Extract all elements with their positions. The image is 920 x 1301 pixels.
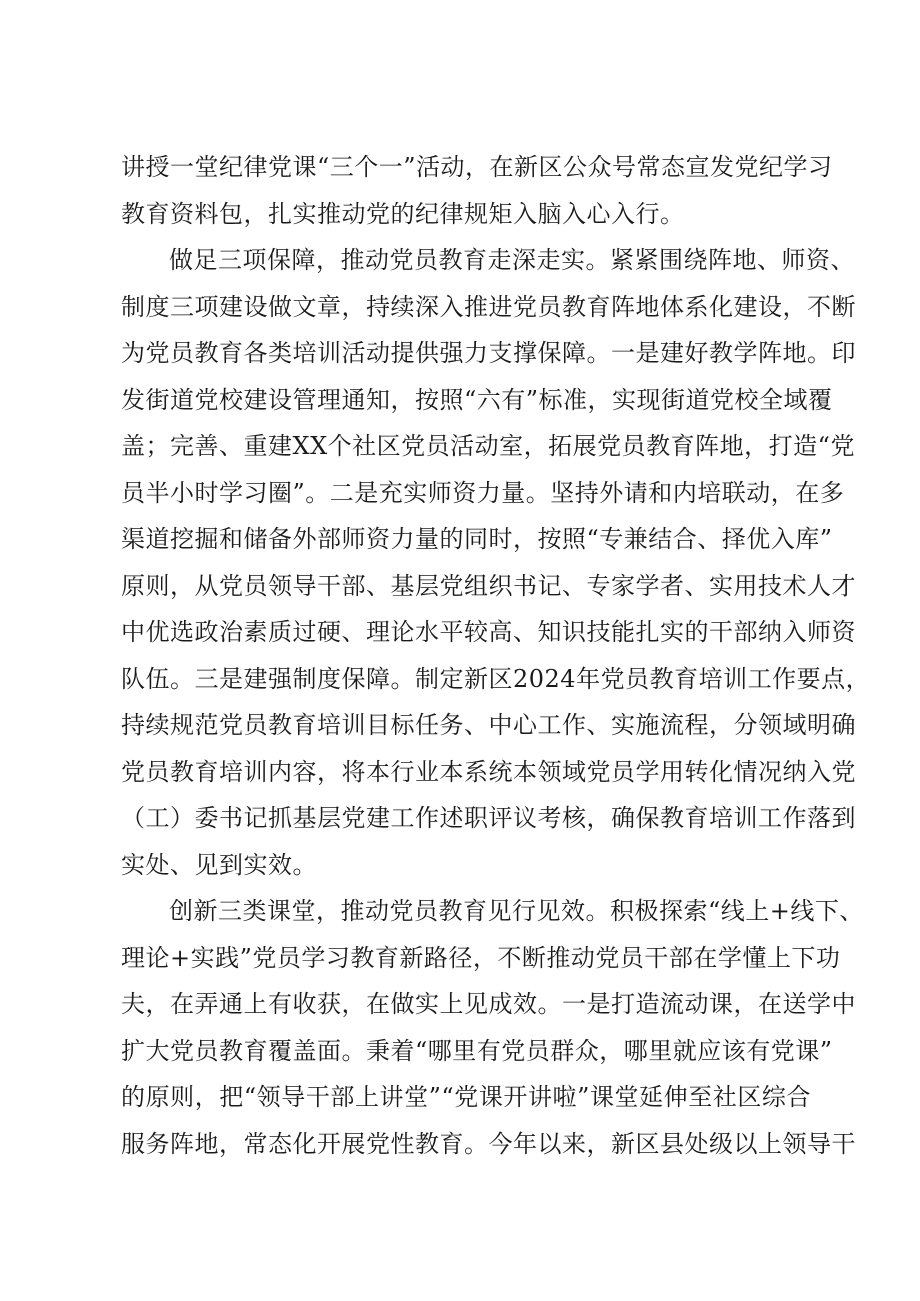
text-line: 教育资料包，扎实推动党的纪律规矩入脑入心入行。 <box>121 199 685 228</box>
text-line: 服务阵地，常态化开展党性教育。今年以来，新区县处级以上领导干 <box>121 1129 856 1158</box>
text-line: 渠道挖掘和储备外部师资力量的同时，按照“专兼结合、择优入库” <box>121 525 833 553</box>
paragraph <box>121 237 871 888</box>
text-line: （工）委书记抓基层党建工作述职评议考核，确保教育培训工作落到 <box>121 804 856 832</box>
text-line: 原则，从党员领导干部、基层党组织书记、专家学者、实用技术人才 <box>121 571 856 600</box>
text-line: 队伍。三是建强制度保障。制定新区2024年党员教育培训工作要点， <box>121 664 871 693</box>
text-line: 为党员教育各类培训活动提供强力支撑保障。一是建好教学阵地。印 <box>121 339 856 367</box>
text-line: 盖；完善、重建XX个社区党员活动室，拓展党员教育阵地，打造“党 <box>121 432 855 460</box>
paragraph <box>121 888 864 1167</box>
text-line: 创新三类课堂，推动党员教育见行见效。积极探索“线上+线下、 <box>169 897 864 925</box>
text-line: 的原则，把“领导干部上讲堂”“党课开讲啦”课堂延伸至社区综合 <box>121 1083 811 1111</box>
text-line: 夫，在弄通上有收获，在做实上见成效。一是打造流动课，在送学中 <box>121 990 856 1018</box>
text-line: 党员教育培训内容，将本行业本系统本领域党员学用转化情况纳入党 <box>121 757 856 786</box>
text-line: 做足三项保障，推动党员教育走深走实。紧紧围绕阵地、师资、 <box>169 246 855 274</box>
body-text <box>121 144 871 1167</box>
text-line: 中优选政治素质过硬、理论水平较高、知识技能扎实的干部纳入师资 <box>121 618 856 646</box>
text-line: 实处、见到实效。 <box>121 850 317 879</box>
text-line: 讲授一堂纪律党课“三个一”活动，在新区公众号常态宣发党纪学习 <box>121 153 833 181</box>
text-line: 发街道党校建设管理通知，按照“六有”标准，实现街道党校全域覆 <box>121 385 833 414</box>
text-line: 员半小时学习圈”。二是充实师资力量。坚持外请和内培联动，在多 <box>121 478 845 507</box>
text-line: 持续规范党员教育培训目标任务、中心工作、实施流程，分领域明确 <box>121 711 856 739</box>
text-line: 制度三项建设做文章，持续深入推进党员教育阵地体系化建设，不断 <box>121 292 856 321</box>
text-line: 理论+实践”党员学习教育新路径，不断推动党员干部在学懂上下功 <box>121 943 841 972</box>
text-line: 扩大党员教育覆盖面。秉着“哪里有党员群众，哪里就应该有党课” <box>121 1036 833 1065</box>
paragraph <box>121 144 833 237</box>
